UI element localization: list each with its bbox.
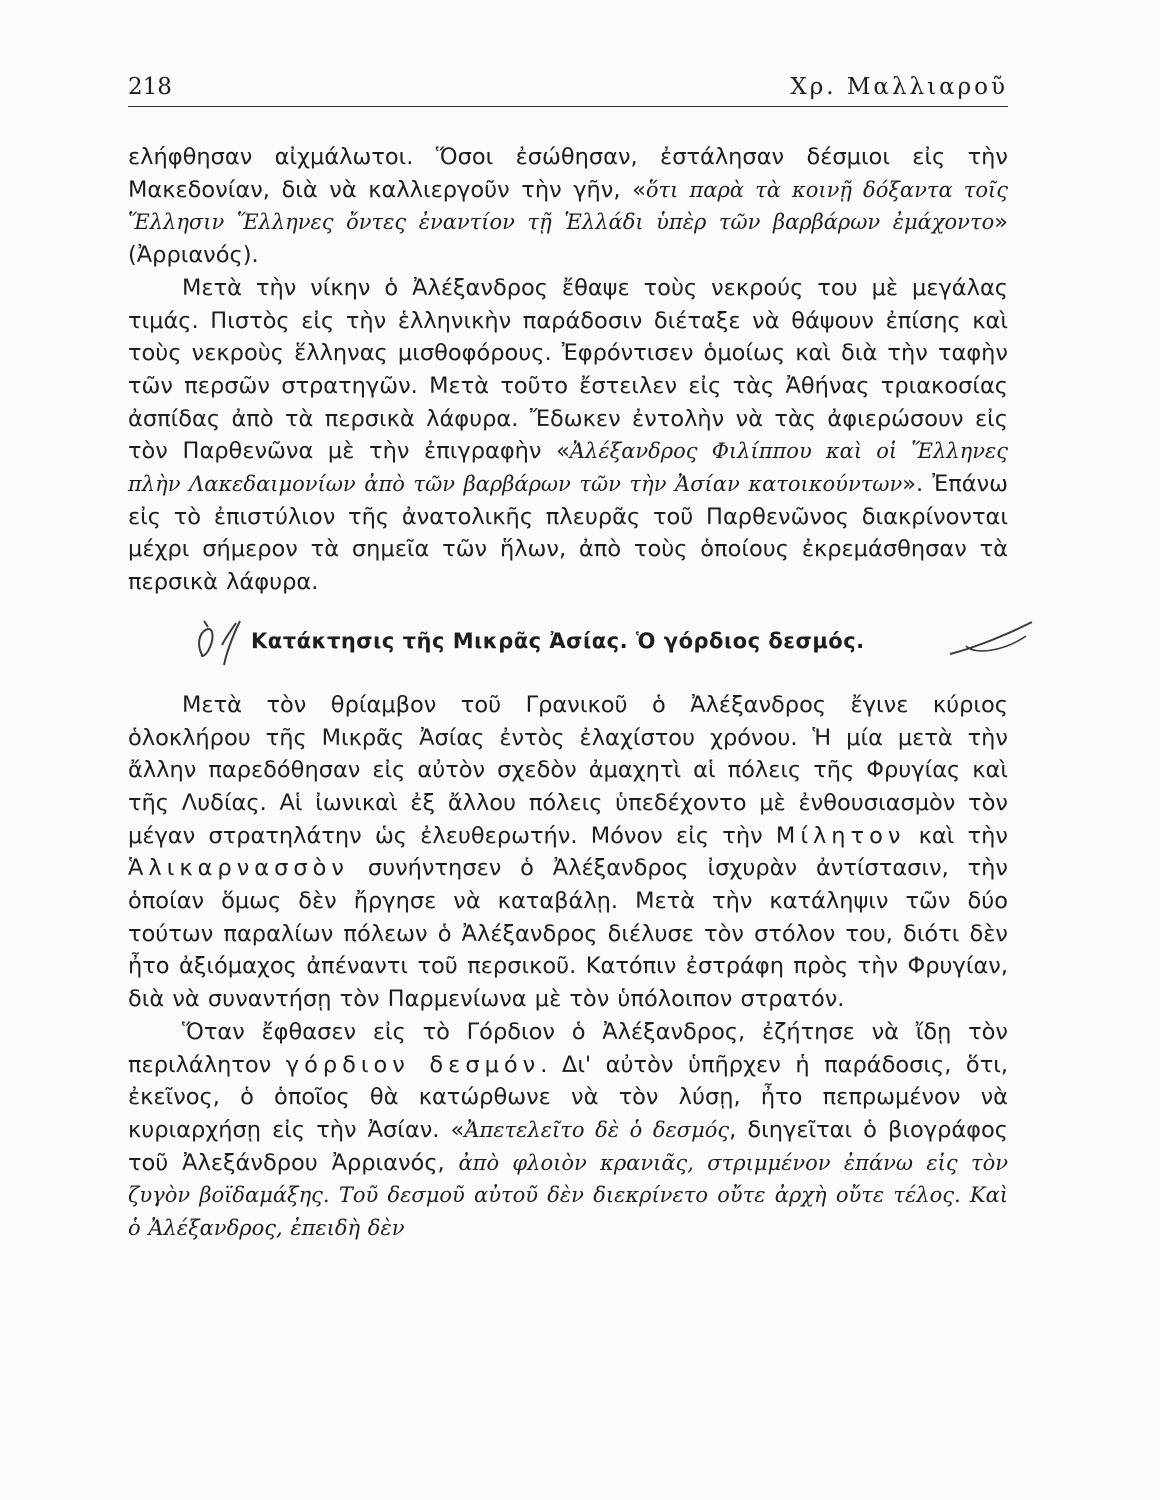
quote-italic: Ἀπετελεῖτο δὲ ὁ δεσμός (464, 1117, 730, 1142)
spaced-name: γόρδιον δεσμόν (285, 1051, 541, 1078)
spaced-name: Ἁλικαρνασσὸν (128, 855, 349, 882)
text-run: ελήφθησαν αἰχμάλωτοι. Ὅσοι ἐσώθησαν, ἐστάλησαν δέσμιοι εἰς τὴν Μακεδονίαν, διὰ νὰ καλλιεργοῦν τὴν γῆν, « (128, 144, 1008, 203)
running-head (128, 68, 1008, 107)
text-run: . Δι' αὐτὸν ὑπῆρχεν ἡ παράδοσις, ὅτι, ἐκεῖνος, ὁ ὁποῖος θὰ κατώρθωνε νὰ τὸν λύσῃ, ἦτο πεπρωμένον νὰ κυριαρχήσῃ εἰς τὴν Ἀσίαν. « (128, 1051, 1009, 1143)
quote-italic: ὅτι παρὰ τὰ κοινῇ δόξαντα τοῖς Ἕλλησιν Ἕλληνες ὄντες ἐναντίον τῇ Ἑλλάδι ὑπὲρ τῶν βαρβάρων ἐμάχοντο (128, 177, 1009, 235)
handwritten-pencil-mark-icon (188, 615, 248, 669)
text-run: συνήντησεν ὁ Ἀλέξανδρος ἰσχυρὰν ἀντίστασιν, τὴν ὁποίαν ὅμως δὲν ἤργησε νὰ καταβάλῃ. Μετὰ τὴν κατάληψιν τῶν δύο τούτων παραλίων πόλεων ὁ Ἀλέξανδρος διέλυσε τὸν στόλον του, διότι δὲν ἦτο ἀξιόμαχος ἀπέναντι τοῦ περσικοῦ. Κατόπιν ἐστράφη πρὸς τὴν Φρυγίαν, διὰ νὰ συναντήσῃ τὸν Παρμενίωνα μὲ τὸν ὑπόλοιπον στρατόν. (128, 855, 1008, 1013)
text-run: ». Ἐπάνω εἰς τὸ ἐπιστύλιον τῆς ἀνατολικῆς πλευρᾶς τοῦ Παρθενῶνος διακρίνονται μέχρι σήμερον τὰ σημεῖα τῶν ἥλων, ἀπὸ τοὺς ὁποίους ἐκρεμάσθησαν τὰ περσικὰ λάφυρα. (128, 471, 1009, 596)
inscription-italic: Ἀλέξανδρος Φιλίππου καὶ οἱ Ἕλληνες πλὴν Λακεδαιμονίων ἀπὸ τῶν βαρβάρων τῶν τὴν Ἀσίαν κατοικούντων (128, 439, 1008, 497)
handwritten-pencil-stroke-icon (946, 616, 1036, 664)
text-run: , διηγεῖται ὁ βιογράφος τοῦ Ἀλεξάνδρου Ἀρριανός, (128, 1116, 1008, 1176)
paragraph-3 (128, 689, 1008, 1016)
text-run: » (Ἀρριανός). (128, 209, 1008, 269)
text-run: Μετὰ τὸν θρίαμβον τοῦ Γρανικοῦ ὁ Ἀλέξανδρος ἔγινε κύριος ὁλοκλήρου τῆς Μικρᾶς Ἀσίας ἐντὸς ἐλαχίστου χρόνου. Ἡ μία μετὰ τὴν ἄλλην παρεδόθησαν εἰς αὐτὸν σχεδὸν ἀμαχητὶ αἱ πόλεις τῆς Φρυγίας καὶ τῆς Λυδίας. Αἱ ἰωνικαὶ ἐξ ἄλλου πόλεις ὑπεδέχοντο μὲ ἐνθουσιασμὸν τὸν μέγαν στρατηλάτην ὡς ἐλευθερωτήν. Μόνον εἰς τὴν (128, 691, 1008, 849)
text-run: Ὅταν ἔφθασεν εἰς τὸ Γόρδιον ὁ Ἀλέξανδρος, ἐζήτησε νὰ ἴδῃ τὸν περιλάλητον (128, 1018, 1008, 1078)
text-run: καὶ τὴν (905, 822, 1008, 849)
page-number: 218 (128, 74, 172, 100)
quote-italic: ἀπὸ φλοιὸν κρανιᾶς, στριμμένον ἐπάνω εἰς τὸν ζυγὸν βοϊδαμάξης. Τοῦ δεσμοῦ αὐτοῦ δὲν διεκρίνετο οὔτε ἀρχὴ οὔτε τέλος. Καὶ ὁ Ἀλέξανδρος, ἐπειδὴ δὲν (128, 1150, 1008, 1241)
book-page (128, 68, 1008, 1245)
paragraph-4 (128, 1016, 1008, 1245)
section-heading-row (128, 629, 1008, 661)
body-text (128, 141, 1008, 1245)
text-run: Μετὰ τὴν νίκην ὁ Ἀλέξανδρος ἔθαψε τοὺς νεκρούς του μὲ μεγάλας τιμάς. Πιστὸς εἰς τὴν ἑλληνικὴν παράδοσιν διέταξε νὰ θάψουν ἐπίσης καὶ τοὺς νεκροὺς ἕλληνας μισθοφόρους. Ἐφρόντισεν ὁμοίως καὶ διὰ τὴν ταφὴν τῶν περσῶν στρατηγῶν. Μετὰ τοῦτο ἔστειλεν εἰς τὰς Ἀθήνας τριακοσίας ἀσπίδας ἀπὸ τὰ περσικὰ λάφυρα. Ἔδωκεν ἐντολὴν νὰ τὰς ἀφιερώσουν εἰς τὸν Παρθενῶνα μὲ τὴν ἐπιγραφὴν « (128, 274, 1008, 465)
spaced-name: Μίλητον (775, 822, 906, 849)
running-head-author: Χρ. Μαλλιαροῦ (790, 74, 1008, 100)
paragraph-1 (128, 141, 1008, 272)
paragraph-2 (128, 272, 1008, 599)
section-heading: Κατάκτησις τῆς Μικρᾶς Ἀσίας. Ὁ γόρδιος δεσμός. (251, 628, 865, 653)
